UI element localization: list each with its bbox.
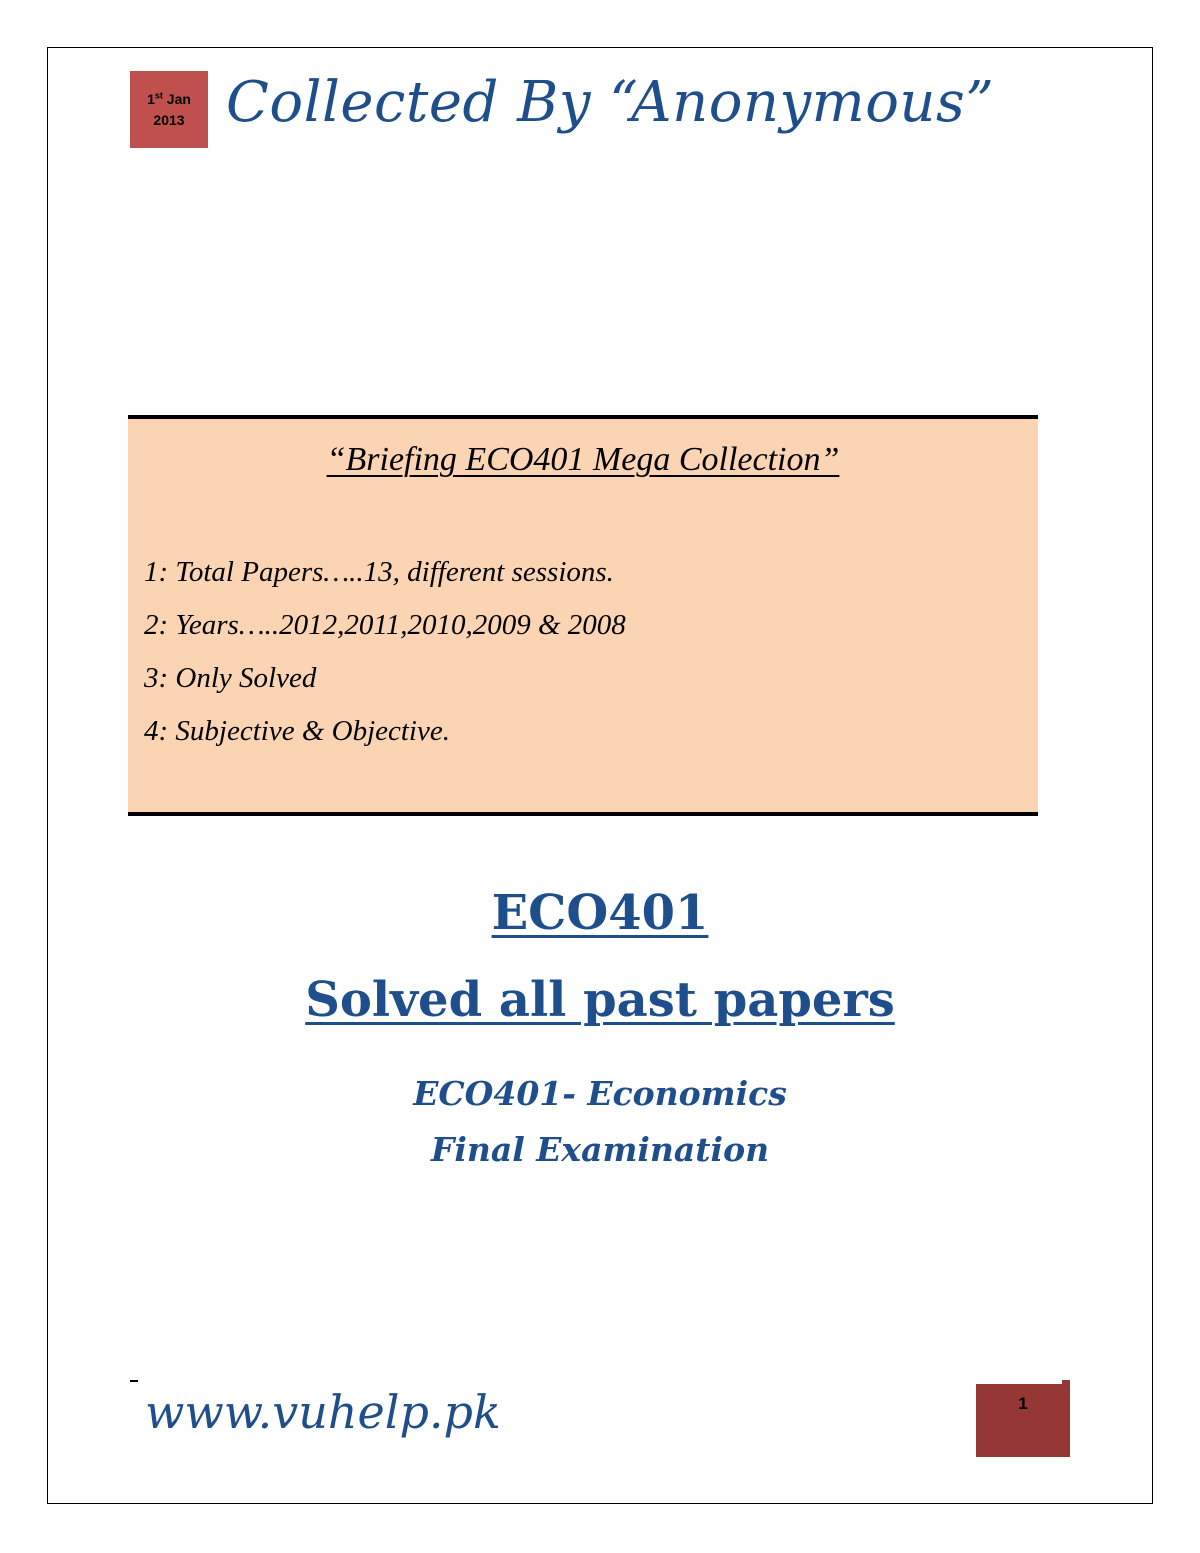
date-day: 1 [147,90,155,107]
briefing-title-text: “Briefing ECO401 Mega Collection” [326,441,840,478]
date-year: 2013 [153,111,185,128]
briefing-item: 2: Years…..2012,2011,2010,2009 & 2008 [144,609,626,641]
footer-dash [130,1380,138,1382]
date-suffix: st [154,89,163,100]
page-number: 1 [1018,1394,1028,1413]
course-tagline-heading [0,972,1200,1028]
briefing-item: 1: Total Papers…..13, different sessions. [144,556,614,588]
date-day-month [130,89,208,110]
course-code-heading [0,885,1200,941]
course-subtitle-line1: ECO401- Economics [413,1074,787,1113]
briefing-item: 4: Subjective & Objective. [144,715,450,747]
briefing-box [128,415,1038,816]
briefing-item: 3: Only Solved [144,662,317,694]
briefing-list [144,549,626,761]
page-number-badge [976,1384,1070,1457]
date-badge [130,71,208,148]
collector-title: Collected By “Anonymous” [226,70,995,135]
briefing-title [128,441,1038,479]
course-subtitle-line2: Final Examination [430,1130,770,1169]
course-code-text: ECO401 [491,885,709,941]
date-month: Jan [166,90,191,107]
course-tagline-text: Solved all past papers [305,972,895,1028]
website-link[interactable]: www.vuhelp.pk [145,1385,501,1439]
course-subtitle [0,1066,1200,1178]
